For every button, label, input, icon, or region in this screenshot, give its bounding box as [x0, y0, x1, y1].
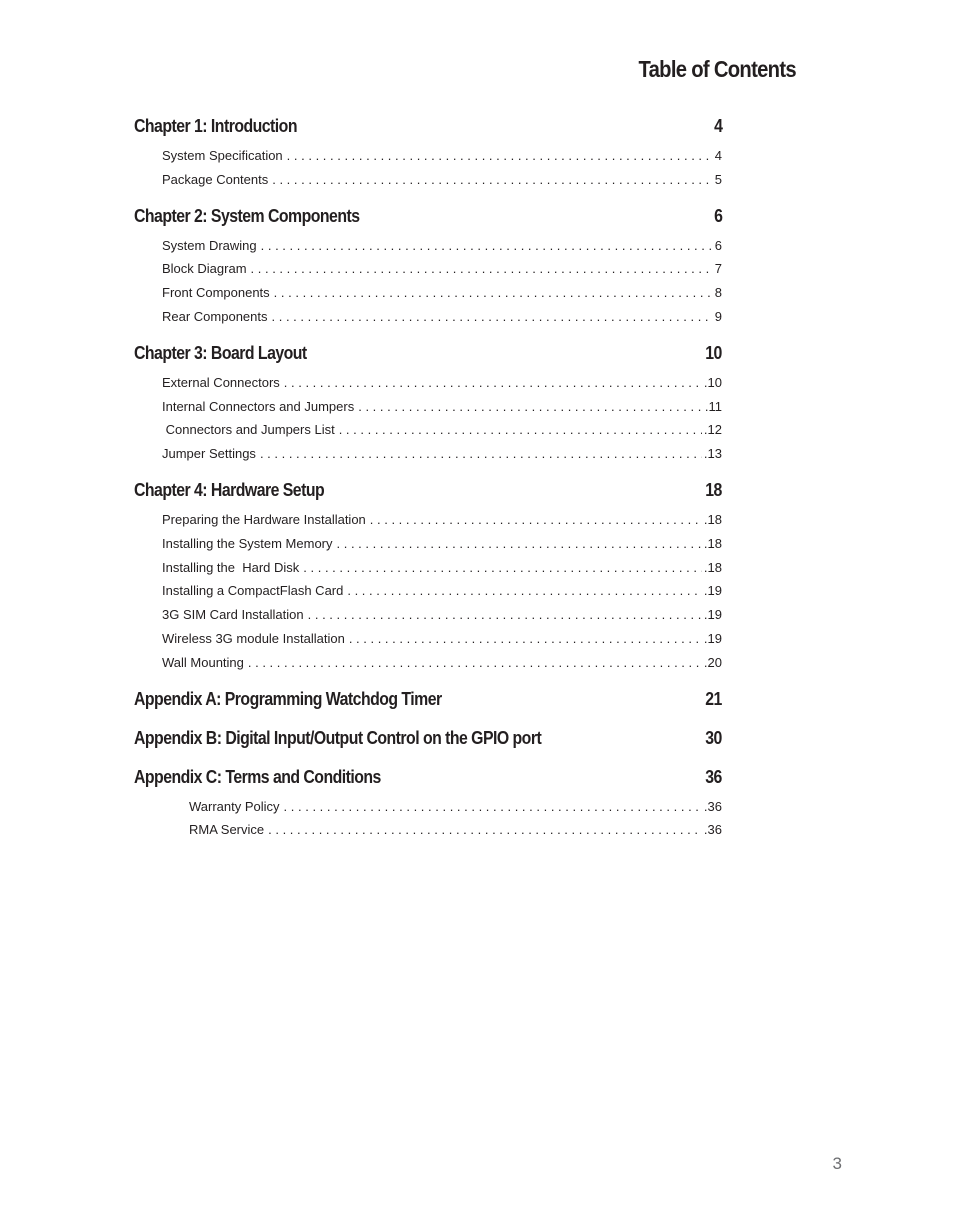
- toc-entry-page: 8: [714, 285, 722, 301]
- toc-entry-label: Installing the System Memory: [162, 535, 333, 551]
- toc-entry-page: .12: [703, 422, 722, 438]
- toc-heading-label: Chapter 1: Introduction: [134, 116, 297, 136]
- toc-entry-label: Jumper Settings: [162, 446, 256, 462]
- toc-entry-page: 5: [714, 171, 722, 187]
- toc-heading-label: Appendix B: Digital Input/Output Control on the GPIO port: [134, 727, 542, 748]
- toc-entry[interactable]: [134, 818, 722, 842]
- dot-leader: [272, 305, 713, 329]
- toc-heading-page: 30: [705, 727, 722, 748]
- toc-heading[interactable]: [134, 114, 722, 138]
- toc-heading-label: Chapter 2: System Components: [134, 205, 360, 226]
- dot-leader: [347, 579, 702, 603]
- toc-entry-label: Internal Connectors and Jumpers: [162, 398, 355, 414]
- toc-heading-page: 4: [713, 116, 722, 136]
- toc-entry[interactable]: [134, 579, 722, 603]
- dot-leader: [370, 508, 702, 532]
- dot-leader: [284, 371, 702, 395]
- toc-section-chapter-4: [134, 478, 722, 675]
- toc-entry-page: .36: [703, 822, 722, 838]
- toc-entry[interactable]: [134, 508, 722, 532]
- toc-entry[interactable]: [134, 795, 722, 819]
- toc-entry-label: External Connectors: [162, 374, 280, 390]
- toc-heading-label: Appendix A: Programming Watchdog Timer: [134, 688, 442, 709]
- toc-entry-page: 6: [714, 237, 722, 253]
- toc-entry-page: .18: [703, 559, 722, 575]
- toc-entry-page: .10: [703, 374, 722, 390]
- toc-section-appendix-c: [134, 765, 722, 843]
- toc-entry-label: Wall Mounting: [162, 654, 244, 670]
- dot-leader: [284, 795, 702, 819]
- toc-entry-page: .18: [703, 535, 722, 551]
- toc-section-appendix-b: [134, 726, 722, 750]
- toc-entry[interactable]: [134, 603, 722, 627]
- toc-entry-page: 4: [714, 148, 722, 163]
- toc-heading[interactable]: [134, 765, 722, 789]
- page-title: Table of Contents: [638, 56, 796, 82]
- toc-heading[interactable]: [134, 687, 722, 711]
- toc-heading-label: Chapter 3: Board Layout: [134, 342, 307, 363]
- page-number: 3: [832, 1154, 842, 1173]
- toc-entry[interactable]: [134, 556, 722, 580]
- toc-entry-page: .18: [703, 511, 722, 527]
- toc-heading-page: 36: [705, 766, 722, 787]
- toc-heading-label: Appendix C: Terms and Conditions: [134, 766, 381, 787]
- toc-section-appendix-a: [134, 687, 722, 711]
- toc-entry-label: Warranty Policy: [189, 798, 280, 814]
- toc-heading[interactable]: [134, 478, 722, 502]
- toc-entry-label: Connectors and Jumpers List: [162, 422, 335, 438]
- toc-heading-page: 10: [705, 342, 722, 363]
- toc-entry-label: Rear Components: [162, 308, 268, 324]
- dot-leader: [337, 532, 702, 556]
- toc-entry-label: Installing a CompactFlash Card: [162, 583, 344, 599]
- toc-entry[interactable]: [134, 532, 722, 556]
- toc-entry[interactable]: [134, 144, 722, 168]
- toc-entry-page: .19: [703, 583, 722, 599]
- toc-entry-label: 3G SIM Card Installation: [162, 607, 304, 623]
- toc-entry[interactable]: [134, 257, 722, 281]
- toc-entry-page: .20: [703, 654, 722, 670]
- toc-entry-label: System Drawing: [162, 237, 257, 253]
- toc-entry[interactable]: [134, 168, 722, 192]
- toc-section-chapter-2: [134, 204, 722, 329]
- dot-leader: [358, 395, 703, 419]
- dot-leader: [251, 257, 713, 281]
- toc-entry-page: .13: [703, 446, 722, 462]
- toc-entry-page: .19: [703, 630, 722, 646]
- toc-entry-label: Installing the Hard Disk: [162, 559, 300, 575]
- toc-heading-page: 21: [705, 688, 722, 709]
- toc-entry[interactable]: [134, 651, 722, 675]
- toc-entry[interactable]: [134, 305, 722, 329]
- dot-leader: [287, 144, 713, 168]
- dot-leader: [272, 168, 713, 192]
- toc-entry-label: System Specification: [162, 148, 283, 163]
- toc-entry-label: Preparing the Hardware Installation: [162, 511, 366, 527]
- toc-entry-page: .19: [703, 607, 722, 623]
- toc-entry[interactable]: [134, 418, 722, 442]
- toc-entry-label: Front Components: [162, 285, 270, 301]
- dot-leader: [339, 418, 702, 442]
- toc-heading[interactable]: [134, 341, 722, 365]
- dot-leader: [308, 603, 702, 627]
- toc-entry[interactable]: [134, 371, 722, 395]
- dot-leader: [274, 281, 713, 305]
- toc-entry-label: Wireless 3G module Installation: [162, 630, 345, 646]
- toc-entry-page: 9: [714, 308, 722, 324]
- toc-entry-page: .36: [703, 798, 722, 814]
- toc-entry[interactable]: [134, 234, 722, 258]
- dot-leader: [349, 627, 702, 651]
- toc-entry-label: RMA Service: [189, 822, 265, 838]
- toc-entry-page: .11: [704, 398, 722, 414]
- toc-entry[interactable]: [134, 627, 722, 651]
- toc-entry[interactable]: [134, 442, 722, 466]
- toc-entry[interactable]: [134, 281, 722, 305]
- dot-leader: [268, 818, 702, 842]
- toc-entry-label: Block Diagram: [162, 261, 247, 277]
- toc-heading-page: 18: [705, 479, 722, 500]
- dot-leader: [261, 234, 713, 258]
- toc-heading[interactable]: [134, 726, 722, 750]
- toc-entry-page: 7: [714, 261, 722, 277]
- toc-entry-label: Package Contents: [162, 171, 269, 187]
- dot-leader: [303, 556, 702, 580]
- toc-section-chapter-3: [134, 341, 722, 466]
- table-of-contents: [134, 114, 722, 854]
- toc-heading-page: 6: [713, 205, 722, 226]
- toc-entry[interactable]: [134, 395, 722, 419]
- toc-section-chapter-1: [134, 114, 722, 192]
- toc-heading[interactable]: [134, 204, 722, 228]
- toc-heading-label: Chapter 4: Hardware Setup: [134, 479, 325, 500]
- dot-leader: [248, 651, 702, 675]
- dot-leader: [260, 442, 702, 466]
